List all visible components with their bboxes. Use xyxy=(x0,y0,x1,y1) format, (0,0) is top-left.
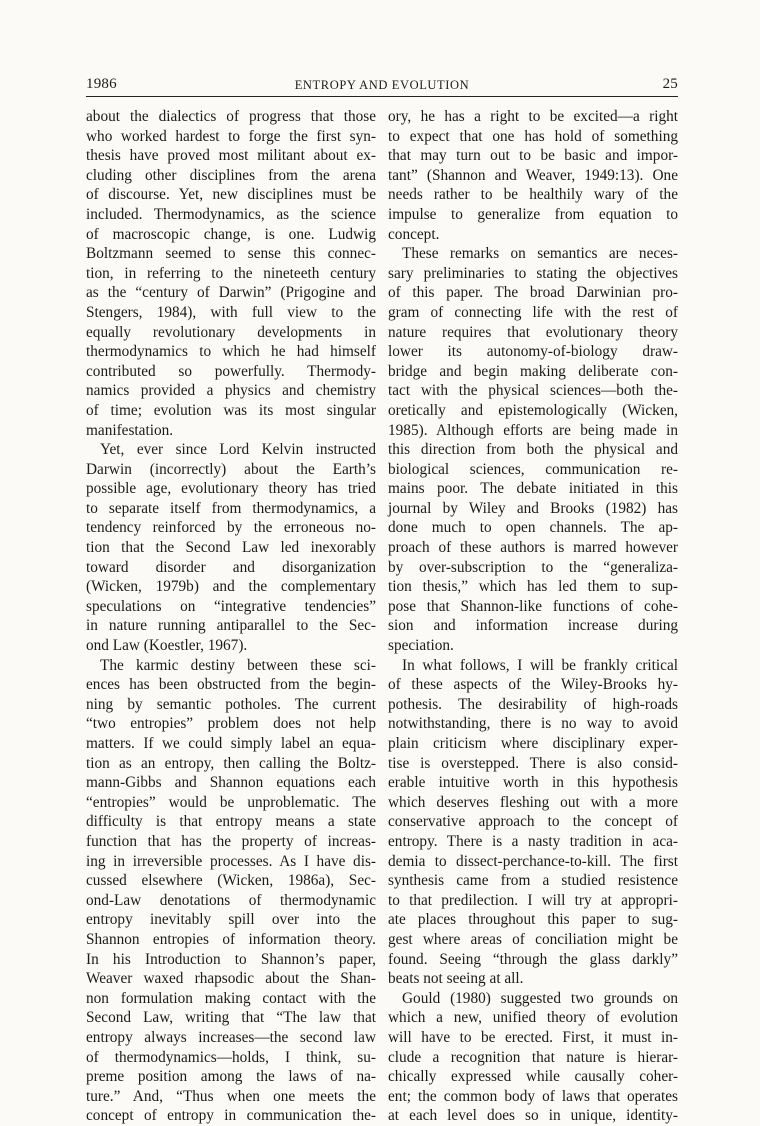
text-line: gram of connecting life with the rest of xyxy=(388,303,678,321)
header-rule xyxy=(86,96,678,97)
text-line: matters. If we could simply label an equa- xyxy=(86,735,376,752)
text-line: lower its autonomy-of-biology draw- xyxy=(388,343,678,361)
text-line: thermodynamics to which he had himself xyxy=(86,343,376,361)
text-line: mann-Gibbs and Shannon equations each xyxy=(86,774,376,792)
text-line: ate places throughout this paper to sug- xyxy=(388,911,678,929)
text-line: ory, he has a right to be excited—a right xyxy=(388,108,678,125)
text-line: entropy inevitably spill over into the xyxy=(86,911,376,929)
text-line: in nature running antiparallel to the Sec- xyxy=(86,617,376,635)
text-line: bridge and begin making deliberate con- xyxy=(388,362,678,380)
text-line: These remarks on semantics are neces- xyxy=(402,245,678,263)
text-line: tion, in referring to the nineteeth century xyxy=(86,264,376,282)
text-line: tion that the Second Law led inexorably xyxy=(86,539,376,557)
text-line: journal by Wiley and Brooks (1982) has xyxy=(388,499,678,517)
text-line: ent; the common body of laws that operates xyxy=(388,1087,678,1105)
text-line: Yet, ever since Lord Kelvin instructed xyxy=(100,441,376,459)
text-line: In his Introduction to Shannon’s paper, xyxy=(86,950,376,968)
text-line: concept. xyxy=(388,225,440,243)
text-line: synthesis came from a studied resistence xyxy=(388,872,678,890)
text-line: entropy. There is a nasty tradition in aca- xyxy=(388,832,678,850)
text-line: conservative approach to the concept of xyxy=(388,813,678,831)
text-line: concept of entropy in communication the- xyxy=(86,1107,376,1125)
text-line: at each level does so in unique, identity- xyxy=(388,1107,678,1125)
text-line: mains poor. The debate initiated in this xyxy=(388,480,678,498)
text-line: thesis have proved most militant about ex- xyxy=(86,147,376,165)
text-line: to that predilection. I will try at appropri- xyxy=(388,891,678,909)
text-line: tise is overstepped. There is also consid- xyxy=(388,754,678,772)
text-line: to expect that one has hold of something xyxy=(388,127,678,145)
text-line: to separate itself from thermodynamics, a xyxy=(86,499,376,517)
text-line: which a new, unified theory of evolution xyxy=(388,1009,678,1027)
text-line: gest where areas of conciliation might be xyxy=(388,930,678,948)
text-line: non formulation making contact with the xyxy=(86,989,376,1007)
text-line: pothesis. The desirability of high-roads xyxy=(388,695,678,713)
text-line: by over-subscription to the “generaliza- xyxy=(388,558,678,576)
text-line: speculations on “integrative tendencies” xyxy=(86,597,376,615)
text-line: ences has been obstructed from the begin- xyxy=(86,676,376,694)
text-line: of this paper. The broad Darwinian pro- xyxy=(388,284,678,302)
text-line: as the “century of Darwin” (Prigogine and xyxy=(86,284,376,302)
text-line: tendency reinforced by the erroneous no- xyxy=(86,519,376,537)
text-line: needs rather to be healthily wary of the xyxy=(388,186,678,204)
text-line: which deserves fleshing out with a more xyxy=(388,793,678,811)
text-line: included. Thermodynamics, as the science xyxy=(86,205,376,223)
text-line: ning by semantic potholes. The current xyxy=(86,695,376,713)
text-line: possible age, evolutionary theory has tried xyxy=(86,480,376,498)
text-line: impulse to generalize from equation to xyxy=(388,205,678,223)
text-line: (Wicken, 1979b) and the complementary xyxy=(86,578,376,596)
text-line: tact with the physical sciences—both the- xyxy=(388,382,678,400)
text-line: difficulty is that entropy means a state xyxy=(86,813,376,831)
text-line: The karmic destiny between these sci- xyxy=(100,656,376,674)
text-line: who worked hardest to forge the first syn- xyxy=(86,127,376,145)
text-line: contributed so powerfully. Thermody- xyxy=(86,362,376,380)
text-line: In what follows, I will be frankly critical xyxy=(402,656,678,674)
text-line: about the dialectics of progress that those xyxy=(86,108,376,125)
text-line: Weaver waxed rhapsodic about the Shan- xyxy=(86,970,376,988)
text-line: nature requires that evolutionary theory xyxy=(388,323,678,341)
text-line: proach of these authors is marred however xyxy=(388,539,678,557)
text-line: tant” (Shannon and Weaver, 1949:13). One xyxy=(388,166,678,184)
text-line: found. Seeing “through the glass darkly” xyxy=(388,950,678,968)
text-line: tion as an entropy, then calling the Boltz- xyxy=(86,754,376,772)
text-line: ond Law (Koestler, 1967). xyxy=(86,637,248,655)
text-line: “entropies” would be unproblematic. The xyxy=(86,793,376,811)
text-line: Stengers, 1984), with full view to the xyxy=(86,303,376,321)
text-line: Shannon entropies of information theory. xyxy=(86,930,376,948)
text-line: “two entropies” problem does not help xyxy=(86,715,376,733)
right-column xyxy=(388,107,678,1126)
text-line: of discourse. Yet, new disciplines must be xyxy=(86,186,376,204)
text-line: plain criticism where disciplinary exper- xyxy=(388,735,678,752)
text-line: namics provided a physics and chemistry xyxy=(86,382,376,400)
text-line: equally revolutionary developments in xyxy=(86,323,376,341)
text-line: tion thesis,” which has led them to sup- xyxy=(388,578,678,596)
text-line: that may turn out to be basic and impor- xyxy=(388,147,678,165)
text-line: oretically and epistemologically (Wicken, xyxy=(388,401,678,419)
text-line: ond-Law denotations of thermodynamic xyxy=(86,891,376,909)
text-line: of macroscopic change, is one. Ludwig xyxy=(86,225,376,243)
text-line: will have to be erected. First, it must in- xyxy=(388,1028,678,1046)
text-line: ture.” And, “Thus when one meets the xyxy=(86,1087,376,1105)
text-line: Second Law, writing that “The law that xyxy=(86,1009,376,1027)
text-line: manifestation. xyxy=(86,421,174,439)
text-line: of thermodynamics—holds, I think, su- xyxy=(86,1048,376,1066)
text-line: ing in irreversible processes. As I have dis- xyxy=(86,852,376,870)
text-line: cluding other disciplines from the arena xyxy=(86,166,376,184)
page-number: 25 xyxy=(662,76,678,92)
text-line: notwithstanding, there is no way to avoid xyxy=(388,715,678,733)
text-line: clude a recognition that nature is hierar- xyxy=(388,1048,678,1066)
running-header xyxy=(86,74,678,96)
text-line: erable intuitive worth in this hypothesis xyxy=(388,774,678,792)
text-line: beats not seeing at all. xyxy=(388,970,524,988)
text-line: sary preliminaries to stating the objectives xyxy=(388,264,678,282)
text-line: function that has the property of increas- xyxy=(86,832,376,850)
text-line: demia to dissect-perchance-to-kill. The first xyxy=(388,852,678,870)
text-line: biological sciences, communication re- xyxy=(388,460,678,478)
text-line: done much to open channels. The ap- xyxy=(388,519,678,537)
left-column xyxy=(86,107,376,1126)
text-line: toward disorder and disorganization xyxy=(86,558,376,576)
text-line: entropy always increases—the second law xyxy=(86,1028,376,1046)
text-line: 1985). Although efforts are being made in xyxy=(388,421,678,439)
text-line: Darwin (incorrectly) about the Earth’s xyxy=(86,460,376,478)
text-line: sion and information increase during xyxy=(388,617,678,635)
text-line: preme position among the laws of na- xyxy=(86,1068,376,1086)
header-title: ENTROPY AND EVOLUTION xyxy=(294,78,470,92)
text-line: Gould (1980) suggested two grounds on xyxy=(402,989,678,1007)
text-line: pose that Shannon-like functions of cohe- xyxy=(388,597,678,615)
text-line: Boltzmann seemed to sense this connec- xyxy=(86,245,376,263)
text-line: speciation. xyxy=(388,637,454,655)
header-year: 1986 xyxy=(86,76,117,92)
text-line: of time; evolution was its most singular xyxy=(86,401,376,419)
text-line: cussed elsewhere (Wicken, 1986a), Sec- xyxy=(86,872,376,890)
text-line: chically expressed while causally coher- xyxy=(388,1068,678,1086)
text-line: of these aspects of the Wiley-Brooks hy- xyxy=(388,676,678,694)
text-line: this direction from both the physical and xyxy=(388,441,678,459)
